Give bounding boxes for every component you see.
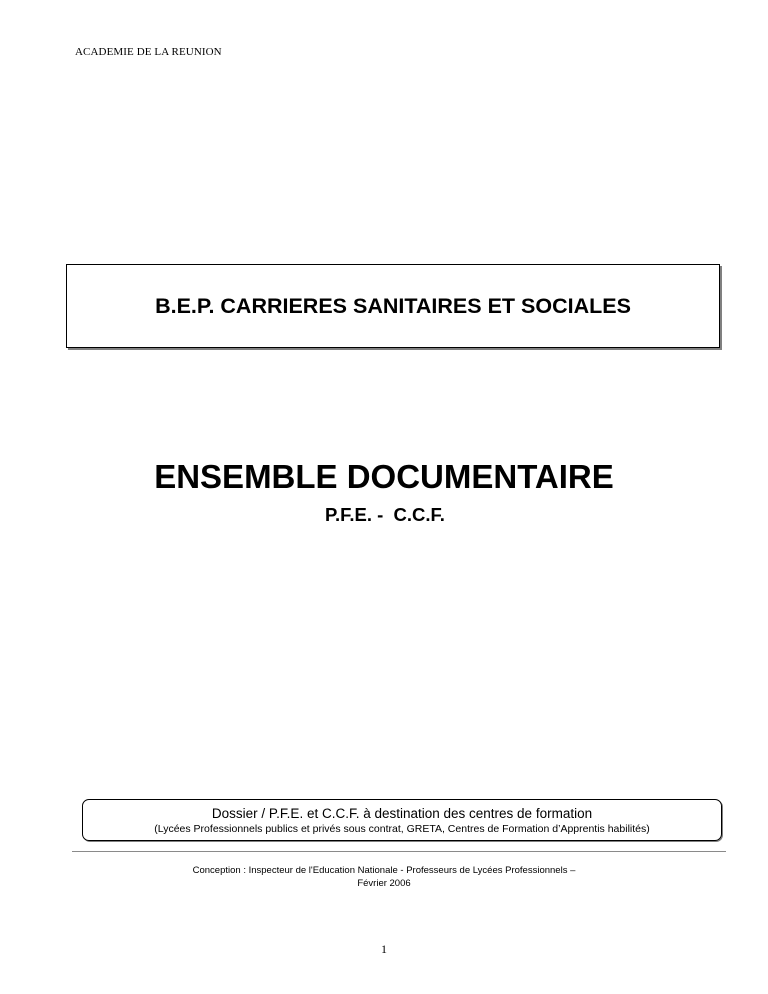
dossier-audience: (Lycées Professionnels publics et privés sous contrat, GRETA, Centres de Formation d’Apprentis habilités) — [154, 823, 650, 835]
footer-divider — [72, 851, 726, 852]
dossier-info-box — [82, 799, 722, 841]
dossier-description: Dossier / P.F.E. et C.C.F. à destination des centres de formation — [211, 806, 593, 821]
course-title: B.E.P. CARRIERES SANITAIRES ET SOCIALES — [155, 293, 631, 318]
document-subtitle: P.F.E. - C.C.F. — [325, 504, 445, 525]
course-title-box — [66, 264, 720, 348]
conception-date: Février 2006 — [357, 878, 411, 889]
conception-credits — [0, 864, 768, 890]
conception-authors: Conception : Inspecteur de l'Education Nationale - Professeurs de Lycées Professionnels – — [192, 865, 576, 876]
document-title: ENSEMBLE DOCUMENTAIRE — [154, 458, 614, 495]
academy-header: ACADEMIE DE LA REUNION — [75, 46, 222, 58]
page-number: 1 — [381, 942, 387, 956]
